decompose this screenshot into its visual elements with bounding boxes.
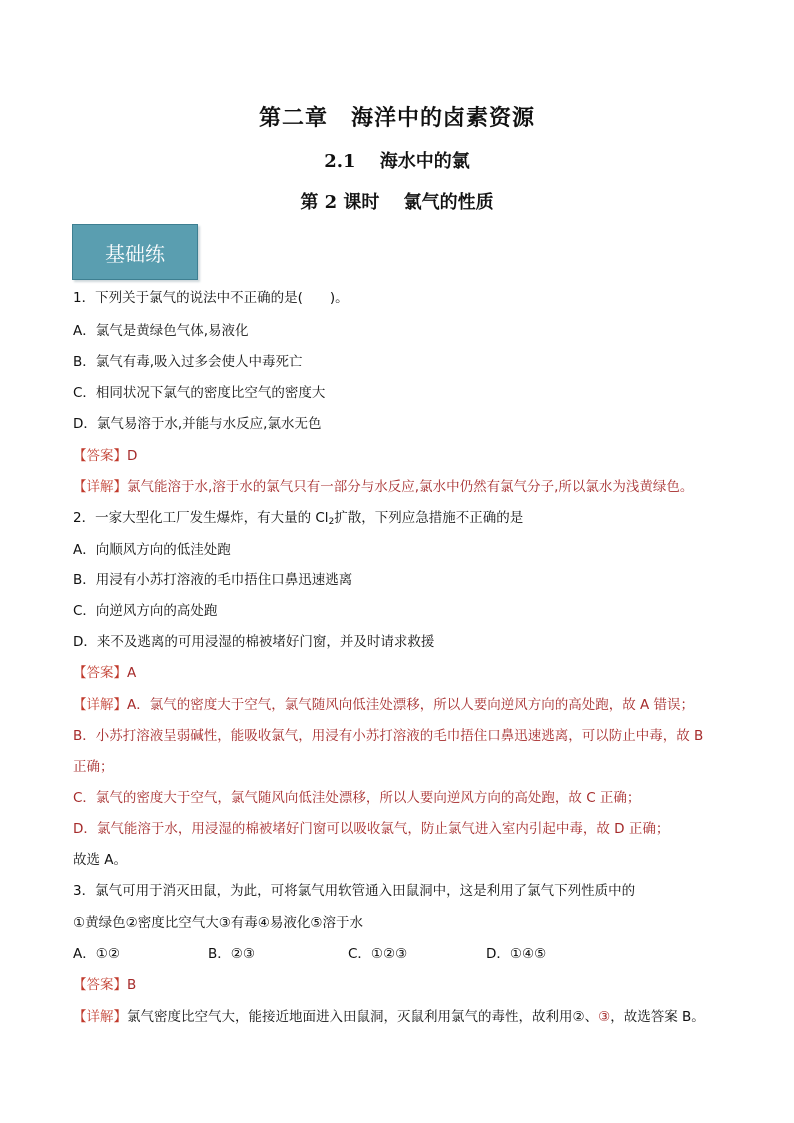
q2-detail-line-5: D．氯气能溶于水，用浸湿的棉被堵好门窗可以吸收氯气，防止氯气进入室内引起中毒，故 D 正确；	[73, 821, 670, 837]
q2-conclusion: 故选 A。	[73, 852, 128, 868]
q2-answer	[73, 664, 136, 682]
detail-tag: 【详解】	[73, 1009, 127, 1025]
q2-option-c: C．向逆风方向的高处跑	[73, 603, 218, 619]
answer-tag: 【答案】	[73, 665, 127, 681]
detail-mark: ③	[598, 1009, 611, 1025]
q2-detail-line-2: B．小苏打溶液呈弱碱性，能吸收氯气，用浸有小苏打溶液的毛巾捂住口鼻迅速逃离，可以防止中毒，故 B	[73, 728, 704, 744]
q1-stem: 1．下列关于氯气的说法中不正确的是( )。	[73, 290, 349, 306]
answer-tag: 【答案】	[73, 448, 127, 464]
q2-detail-line-1	[73, 696, 694, 714]
answer-value: B	[127, 977, 137, 993]
q2-detail-line-3: 正确；	[73, 759, 114, 775]
q3-stem: 3．氯气可用于消灭田鼠，为此，可将氯气用软管通入田鼠洞中，这是利用了氯气下列性质中的	[73, 883, 636, 899]
q2-stem	[73, 509, 523, 531]
q3-detail	[73, 1008, 705, 1026]
q2-detail-line-4: C．氯气的密度大于空气，氯气随风向低洼处漂移，所以人要向逆风方向的高处跑，故 C 正确；	[73, 790, 641, 806]
q3-options	[73, 945, 546, 963]
q2-stem-post: 扩散，下列应急措施不正确的是	[334, 510, 524, 526]
q3-option-b: B．②③	[208, 946, 255, 962]
q1-option-d: D．氯气易溶于水,并能与水反应,氯水无色	[73, 416, 322, 432]
q1-answer	[73, 447, 137, 465]
detail-tag: 【详解】	[73, 479, 127, 495]
detail-text: 氯气能溶于水,溶于水的氯气只有一部分与水反应,氯水中仍然有氯气分子,所以氯水为浅黄绿色。	[127, 479, 694, 495]
q3-option-d: D．①④⑤	[486, 946, 547, 962]
q2-stem-subscript: 2	[328, 517, 335, 527]
detail-end: ，故选答案 B。	[610, 1009, 705, 1025]
detail-text: 氯气密度比空气大，能接近地面进入田鼠洞，灭鼠利用氯气的毒性，故利用②、	[127, 1009, 599, 1025]
chapter-title: 第二章 海洋中的卤素资源	[258, 105, 535, 131]
lesson-title: 第 2 课时 氯气的性质	[300, 192, 494, 213]
q1-option-c: C．相同状况下氯气的密度比空气的密度大	[73, 385, 326, 401]
q2-option-a: A．向顺风方向的低洼处跑	[73, 542, 231, 558]
q1-option-a: A．氯气是黄绿色气体,易液化	[73, 323, 249, 339]
answer-tag: 【答案】	[73, 977, 127, 993]
q3-properties: ①黄绿色②密度比空气大③有毒④易液化⑤溶于水	[73, 915, 364, 931]
q1-detail	[73, 478, 693, 496]
section-title: 2.1 海水中的氯	[324, 151, 470, 172]
answer-value: A	[127, 665, 137, 681]
detail-tag: 【详解】	[73, 697, 127, 713]
q2-option-d: D．来不及逃离的可用浸湿的棉被堵好门窗，并及时请求救援	[73, 634, 435, 650]
q3-option-c: C．①②③	[348, 946, 408, 962]
answer-value: D	[127, 448, 138, 464]
q2-option-b: B．用浸有小苏打溶液的毛巾捂住口鼻迅速逃离	[73, 572, 353, 588]
detail-text: A．氯气的密度大于空气，氯气随风向低洼处漂移，所以人要向逆风方向的高处跑，故 A 错误；	[127, 697, 695, 713]
q2-stem-pre: 2．一家大型化工厂发生爆炸，有大量的 Cl	[73, 510, 329, 526]
q1-option-b: B．氯气有毒,吸入过多会使人中毒死亡	[73, 354, 303, 370]
q3-option-a: A．①②	[73, 946, 120, 962]
basic-practice-badge: 基础练	[72, 224, 198, 280]
q3-answer	[73, 976, 136, 994]
